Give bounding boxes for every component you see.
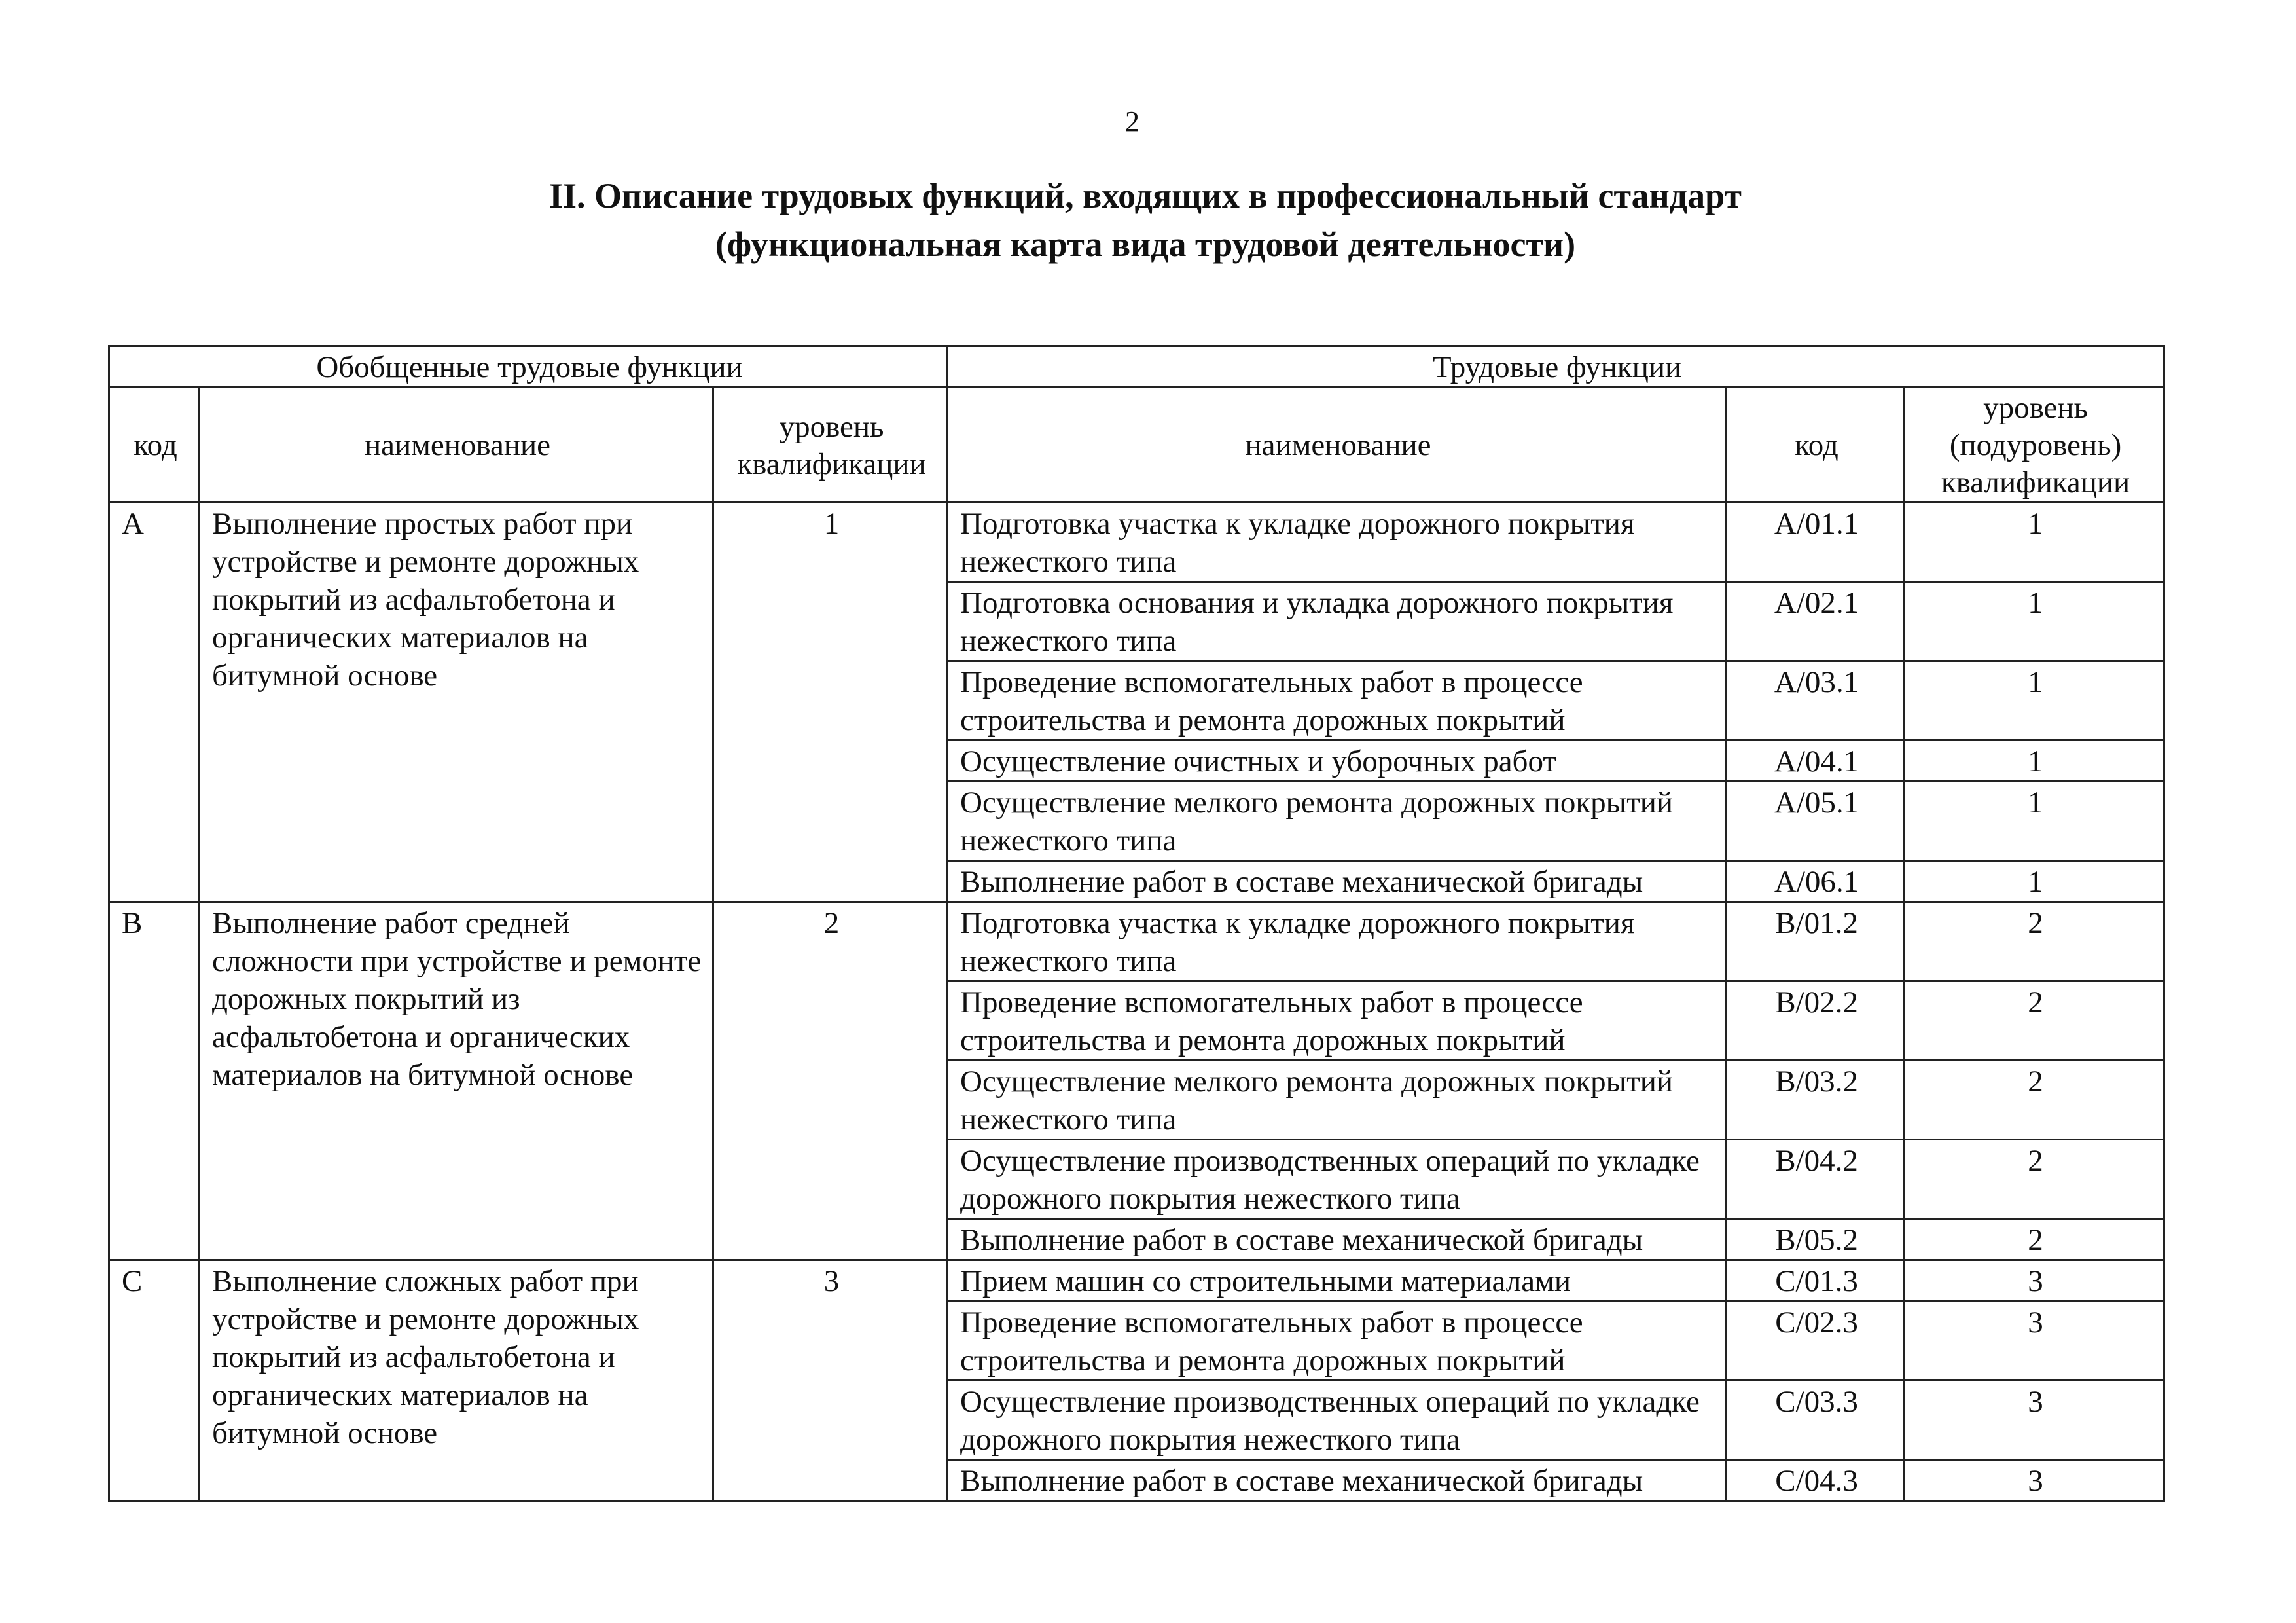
labor-function-code: C/04.3 <box>1727 1460 1905 1501</box>
labor-function-level: 1 <box>1905 740 2164 782</box>
col-code-header: код <box>109 388 200 503</box>
labor-function-code: B/02.2 <box>1727 981 1905 1061</box>
labor-function-code: A/03.1 <box>1727 661 1905 740</box>
labor-function-name: Проведение вспомогательных работ в процессе строительства и ремонта дорожных покрытий <box>948 1302 1727 1381</box>
labor-function-name: Осуществление мелкого ремонта дорожных покрытий нежесткого типа <box>948 1061 1727 1140</box>
labor-function-level: 2 <box>1905 1140 2164 1219</box>
labor-function-level: 1 <box>1905 582 2164 661</box>
page-number: 2 <box>1125 105 1139 137</box>
labor-function-name: Осуществление очистных и уборочных работ <box>948 740 1727 782</box>
generalized-function-code: A <box>109 503 200 902</box>
labor-function-name: Подготовка участка к укладке дорожного покрытия нежесткого типа <box>948 503 1727 582</box>
labor-function-code: B/04.2 <box>1727 1140 1905 1219</box>
generalized-function-code: B <box>109 902 200 1260</box>
labor-function-level: 1 <box>1905 661 2164 740</box>
generalized-function-code: C <box>109 1260 200 1501</box>
labor-function-name: Проведение вспомогательных работ в процессе строительства и ремонта дорожных покрытий <box>948 661 1727 740</box>
title-line-2: (функциональная карта вида трудовой деятельности) <box>715 225 1576 264</box>
labor-function-level: 3 <box>1905 1302 2164 1381</box>
labor-function-name: Подготовка основания и укладка дорожного покрытия нежесткого типа <box>948 582 1727 661</box>
generalized-function-level: 1 <box>713 503 948 902</box>
functions-body <box>109 503 2164 1501</box>
page-title <box>0 172 2291 268</box>
col-tf-code-header: код <box>1727 388 1905 503</box>
generalized-functions-header: Обобщенные трудовые функции <box>109 346 948 388</box>
table-row <box>109 503 2164 582</box>
labor-function-name: Осуществление мелкого ремонта дорожных покрытий нежесткого типа <box>948 782 1727 861</box>
col-tf-level-header: уровень (подуровень) квалификации <box>1905 388 2164 503</box>
labor-function-name: Выполнение работ в составе механической бригады <box>948 1219 1727 1260</box>
labor-function-name: Проведение вспомогательных работ в процессе строительства и ремонта дорожных покрытий <box>948 981 1727 1061</box>
labor-function-level: 3 <box>1905 1260 2164 1302</box>
labor-function-code: A/02.1 <box>1727 582 1905 661</box>
labor-function-code: A/05.1 <box>1727 782 1905 861</box>
labor-function-code: B/01.2 <box>1727 902 1905 981</box>
title-line-1: II. Описание трудовых функций, входящих в профессиональный стандарт <box>549 176 1742 215</box>
labor-function-name: Прием машин со строительными материалами <box>948 1260 1727 1302</box>
generalized-function-name: Выполнение сложных работ при устройстве и ремонте дорожных покрытий из асфальтобетона и органических материалов на битумной основе <box>200 1260 713 1501</box>
labor-functions-header: Трудовые функции <box>948 346 2164 388</box>
labor-function-code: C/02.3 <box>1727 1302 1905 1381</box>
labor-function-code: A/01.1 <box>1727 503 1905 582</box>
labor-function-level: 2 <box>1905 981 2164 1061</box>
labor-function-level: 1 <box>1905 503 2164 582</box>
labor-function-level: 2 <box>1905 1219 2164 1260</box>
labor-function-level: 2 <box>1905 1061 2164 1140</box>
table-row <box>109 902 2164 981</box>
labor-function-level: 1 <box>1905 861 2164 902</box>
col-tf-name-header: наименование <box>948 388 1727 503</box>
col-name-header: наименование <box>200 388 713 503</box>
labor-function-level: 1 <box>1905 782 2164 861</box>
col-level-header: уровень квалификации <box>713 388 948 503</box>
table-row <box>109 1260 2164 1302</box>
labor-function-code: B/05.2 <box>1727 1219 1905 1260</box>
labor-function-code: C/03.3 <box>1727 1381 1905 1460</box>
labor-function-name: Подготовка участка к укладке дорожного покрытия нежесткого типа <box>948 902 1727 981</box>
functional-map-table <box>108 345 2165 1502</box>
labor-function-level: 2 <box>1905 902 2164 981</box>
generalized-function-level: 2 <box>713 902 948 1260</box>
labor-function-level: 3 <box>1905 1460 2164 1501</box>
labor-function-code: A/04.1 <box>1727 740 1905 782</box>
labor-function-name: Осуществление производственных операций по укладке дорожного покрытия нежесткого типа <box>948 1140 1727 1219</box>
labor-function-code: A/06.1 <box>1727 861 1905 902</box>
labor-function-code: B/03.2 <box>1727 1061 1905 1140</box>
generalized-function-level: 3 <box>713 1260 948 1501</box>
labor-function-name: Выполнение работ в составе механической бригады <box>948 1460 1727 1501</box>
generalized-function-name: Выполнение работ средней сложности при устройстве и ремонте дорожных покрытий из асфальтобетона и органических материалов на битумной основе <box>200 902 713 1260</box>
labor-function-level: 3 <box>1905 1381 2164 1460</box>
labor-function-name: Осуществление производственных операций по укладке дорожного покрытия нежесткого типа <box>948 1381 1727 1460</box>
labor-function-code: C/01.3 <box>1727 1260 1905 1302</box>
generalized-function-name: Выполнение простых работ при устройстве и ремонте дорожных покрытий из асфальтобетона и органических материалов на битумной основе <box>200 503 713 902</box>
labor-function-name: Выполнение работ в составе механической бригады <box>948 861 1727 902</box>
